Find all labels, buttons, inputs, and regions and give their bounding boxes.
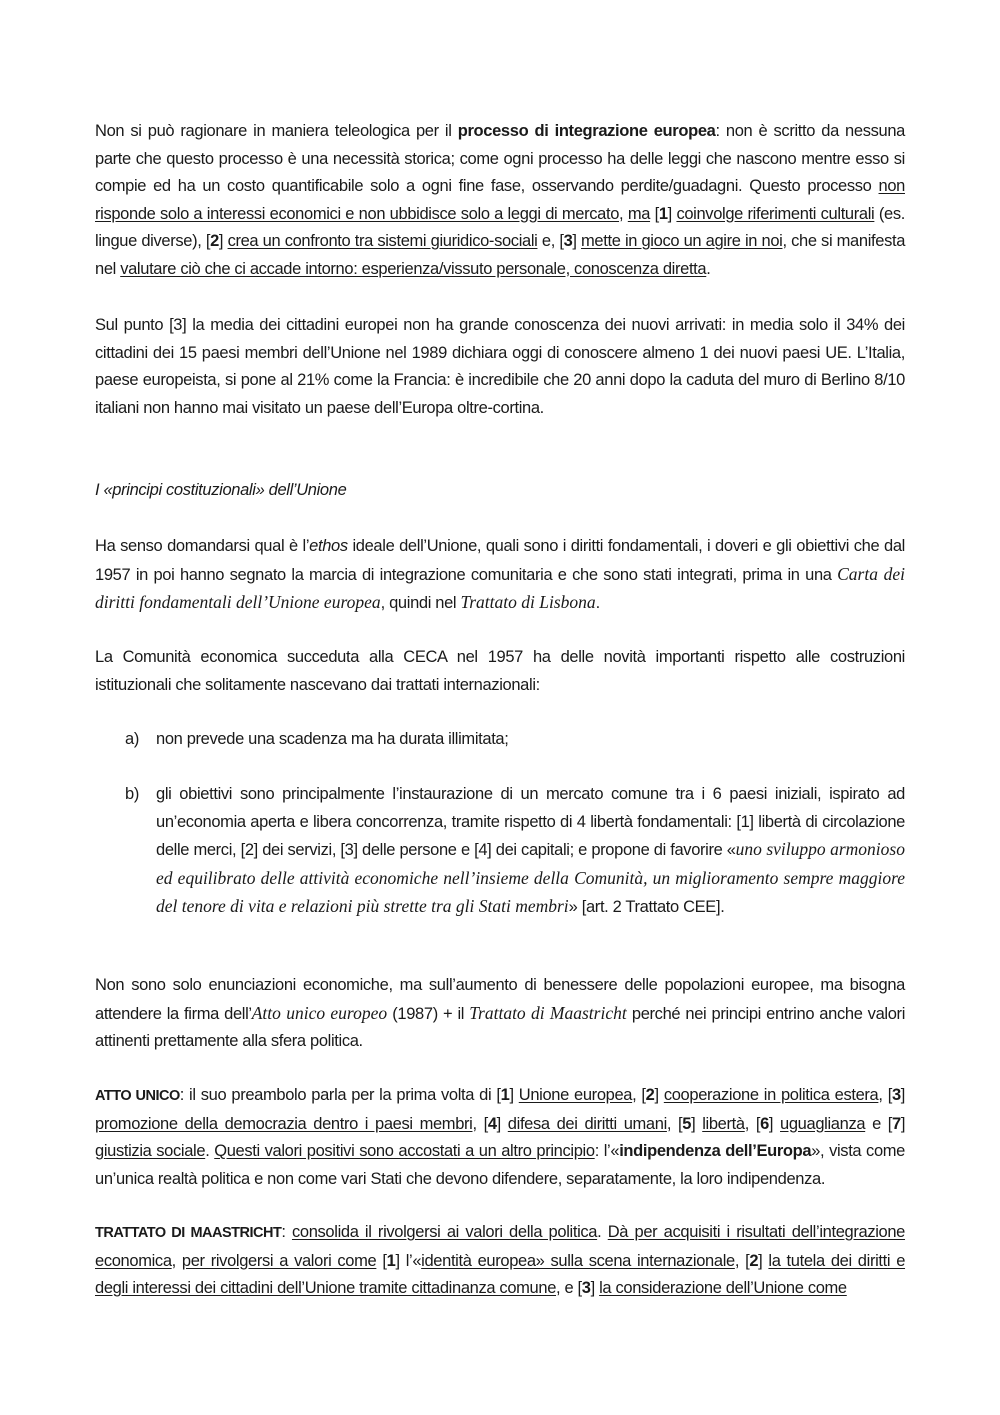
text: ideale dell’Unione, quali sono i diritti fondamentali, i doveri e gli obiettivi che dal 1957 in poi hanno segnato la marcia di integrazione comunitaria e che sono stati integrati, prima in una bbox=[95, 537, 905, 584]
text: Non si può ragionare in maniera teleologica per il bbox=[95, 122, 458, 140]
text: ] bbox=[496, 1114, 508, 1133]
text: (es. lingue diverse), [ bbox=[95, 204, 906, 250]
underlined-text: cooperazione in politica estera bbox=[663, 1086, 879, 1104]
list-text bbox=[156, 781, 905, 922]
paragraph-ethos bbox=[95, 533, 905, 618]
text: ] bbox=[572, 232, 582, 250]
text: e, [ bbox=[537, 232, 564, 250]
bold-text: processo di integrazione europea bbox=[457, 122, 716, 140]
text: Ha senso domandarsi qual è l’ bbox=[95, 537, 310, 555]
underlined-text: Dà per acquisiti i risultati dell’integrazione economica bbox=[95, 1223, 906, 1270]
point-number: 2 bbox=[749, 1251, 759, 1270]
paragraph-knowledge-stats: Sul punto [3] la media dei cittadini europei non ha grande conoscenza dei nuovi arrivati: in media solo il 34% dei cittadini dei 15 paesi membri dell’Unione nel 1989 dichiara oggi di conoscere almeno 1 dei nuovi paesi UE. L’Italia, paese europeista, si pone al 21% come la Francia: è incredibile che 20 anni dopo la caduta del muro di Berlino 8/10 italiani non hanno mai visitato un paese dell’Europa oltre-cortina. bbox=[95, 316, 905, 417]
list-label: b) bbox=[125, 785, 139, 803]
point-number: 3 bbox=[563, 232, 573, 250]
italic-title: Trattato di Maastricht bbox=[469, 1002, 627, 1023]
text: [ bbox=[376, 1251, 387, 1270]
italic-text: ethos bbox=[309, 537, 348, 555]
text: ] bbox=[590, 1279, 600, 1297]
text: ] bbox=[654, 1086, 664, 1104]
text: perché nei principi entrino anche valori attinenti prettamente alla sfera politica. bbox=[95, 1004, 906, 1050]
underlined-text: libertà bbox=[702, 1114, 745, 1133]
underlined-text: valutare ciò che ci accade intorno: esperienza/vissuto personale, conoscenza diretta bbox=[120, 259, 707, 278]
underlined-text: uguaglianza bbox=[780, 1114, 866, 1133]
underlined-text: promozione della democrazia dentro i paesi membri bbox=[95, 1114, 473, 1133]
text: , [ bbox=[744, 1114, 761, 1133]
text: ] bbox=[218, 232, 228, 250]
text: » [art. 2 Trattato CEE]. bbox=[568, 898, 725, 916]
point-number: 6 bbox=[760, 1114, 769, 1133]
text: ] bbox=[691, 1114, 703, 1133]
text: . bbox=[706, 259, 711, 278]
paragraph-maastricht bbox=[95, 1219, 905, 1303]
italic-title: Carta dei diritti fondamentali dell’Unione europea bbox=[95, 563, 905, 612]
text: , bbox=[619, 204, 628, 223]
text: ] bbox=[900, 1114, 906, 1133]
paragraph-atto-unico bbox=[95, 1082, 905, 1193]
list-item-b bbox=[125, 781, 905, 922]
point-number: 3 bbox=[891, 1086, 901, 1104]
underlined-text: Unione europea bbox=[518, 1086, 633, 1104]
quoted-text: uno sviluppo armonioso ed equilibrato delle attività economiche nell’insieme della Comunità, un miglioramento sempre maggiore del tenore di vita e relazioni più strette tra gli Stati membri bbox=[156, 839, 905, 916]
text: , che si manifesta nel bbox=[95, 232, 906, 278]
text: , [ bbox=[632, 1086, 646, 1104]
text: , e [ bbox=[556, 1279, 582, 1297]
underlined-text: Questi valori positivi sono accostati a un altro principio bbox=[214, 1142, 595, 1160]
underlined-text: mette in gioco un agire in noi bbox=[581, 232, 783, 250]
text: ] bbox=[667, 204, 677, 223]
text: , [ bbox=[878, 1086, 892, 1104]
italic-title: Trattato di Lisbona bbox=[460, 592, 596, 612]
italic-title: Atto unico europeo bbox=[251, 1002, 388, 1023]
point-number: 5 bbox=[682, 1114, 692, 1133]
underlined-text: consolida il rivolgersi ai valori della politica bbox=[291, 1223, 598, 1241]
text: gli obiettivi sono principalmente l’instaurazione di un mercato comune tra i 6 paesi iniziali, ispirato ad un’economia aperta e libera concorrenza, tramite rispetto di 4 libertà fondamentali: [1] libertà di circolazione delle merci, [2] dei servizi, [3] delle persone e [4] dei capitali; e propone di favorire « bbox=[156, 785, 905, 859]
text: , [ bbox=[734, 1251, 750, 1270]
section-heading: ATTO UNICO bbox=[95, 1088, 180, 1104]
underlined-text: non risponde solo a interessi economici e non ubbidisce solo a leggi di mercato bbox=[95, 177, 905, 223]
text: », vista come un’unica realtà politica e non come vari Stati che devono difendere, separatamente, la loro indipendenza. bbox=[95, 1142, 906, 1188]
text: ] bbox=[758, 1251, 769, 1270]
paragraph-integration-process bbox=[95, 118, 905, 283]
bold-text: indipendenza dell’Europa bbox=[619, 1142, 812, 1160]
text: : non è scritto da nessuna parte che questo processo è una necessità storica; come ogni processo ha delle leggi che nascono mentre esso si compie ed ha un costo quantificabile solo a ogni fine fase, osservando perdite/guadagni. Questo processo bbox=[95, 122, 905, 195]
text: : bbox=[281, 1223, 292, 1241]
text: ] bbox=[768, 1114, 781, 1133]
point-number: 2 bbox=[210, 232, 219, 250]
underlined-text: la considerazione dell’Unione come bbox=[599, 1279, 847, 1297]
point-number: 7 bbox=[892, 1114, 901, 1133]
text: ] bbox=[509, 1086, 519, 1104]
text: ] l’« bbox=[395, 1251, 422, 1270]
text: , quindi nel bbox=[380, 594, 461, 612]
text: . bbox=[597, 1223, 608, 1241]
section-title: I «principi costituzionali» dell’Unione bbox=[95, 481, 347, 499]
underlined-text: crea un confronto tra sistemi giuridico-sociali bbox=[227, 232, 538, 250]
underlined-text: per rivolgersi a valori come bbox=[181, 1251, 377, 1270]
text: , [ bbox=[472, 1114, 488, 1133]
text: : il suo preambolo parla per la prima volta di [ bbox=[179, 1086, 501, 1104]
text: , bbox=[171, 1251, 182, 1270]
underlined-text: la tutela dei diritti e degli interessi dei cittadini dell’Unione tramite cittadinanza comune bbox=[95, 1251, 906, 1297]
list-text: non prevede una scadenza ma ha durata illimitata; bbox=[156, 730, 509, 748]
text: [ bbox=[650, 204, 659, 223]
paragraph-political-values bbox=[95, 972, 905, 1056]
list-label: a) bbox=[125, 730, 139, 748]
text: : l’« bbox=[594, 1142, 620, 1160]
point-number: 2 bbox=[645, 1086, 655, 1104]
point-number: 1 bbox=[386, 1251, 396, 1270]
text: ] bbox=[900, 1086, 905, 1104]
point-number: 4 bbox=[487, 1114, 497, 1133]
underlined-text: ma bbox=[627, 204, 651, 223]
underlined-text: identità europea» sulla scena internazionale bbox=[421, 1251, 735, 1270]
underlined-text: difesa dei diritti umani bbox=[507, 1114, 667, 1133]
text: e [ bbox=[865, 1114, 893, 1133]
point-number: 1 bbox=[500, 1086, 510, 1104]
point-number: 3 bbox=[581, 1279, 591, 1297]
section-heading: TRATTATO DI MAASTRICHT bbox=[95, 1225, 282, 1241]
paragraph-cee-novelties: La Comunità economica succeduta alla CECA nel 1957 ha delle novità importanti rispetto alle costruzioni istituzionali che solitamente nascevano dai trattati internazionali: bbox=[95, 648, 905, 694]
point-number: 1 bbox=[658, 204, 668, 223]
text: . bbox=[595, 594, 600, 612]
text: . bbox=[205, 1142, 215, 1160]
underlined-text: giustizia sociale bbox=[95, 1142, 206, 1160]
text: Non sono solo enunciazioni economiche, ma sull’aumento di benessere delle popolazioni europee, ma bisogna attendere la firma dell’ bbox=[95, 976, 905, 1023]
text: , [ bbox=[666, 1114, 683, 1133]
text: (1987) + il bbox=[387, 1004, 470, 1023]
underlined-text: coinvolge riferimenti culturali bbox=[676, 204, 875, 223]
list-item-a bbox=[125, 726, 905, 754]
